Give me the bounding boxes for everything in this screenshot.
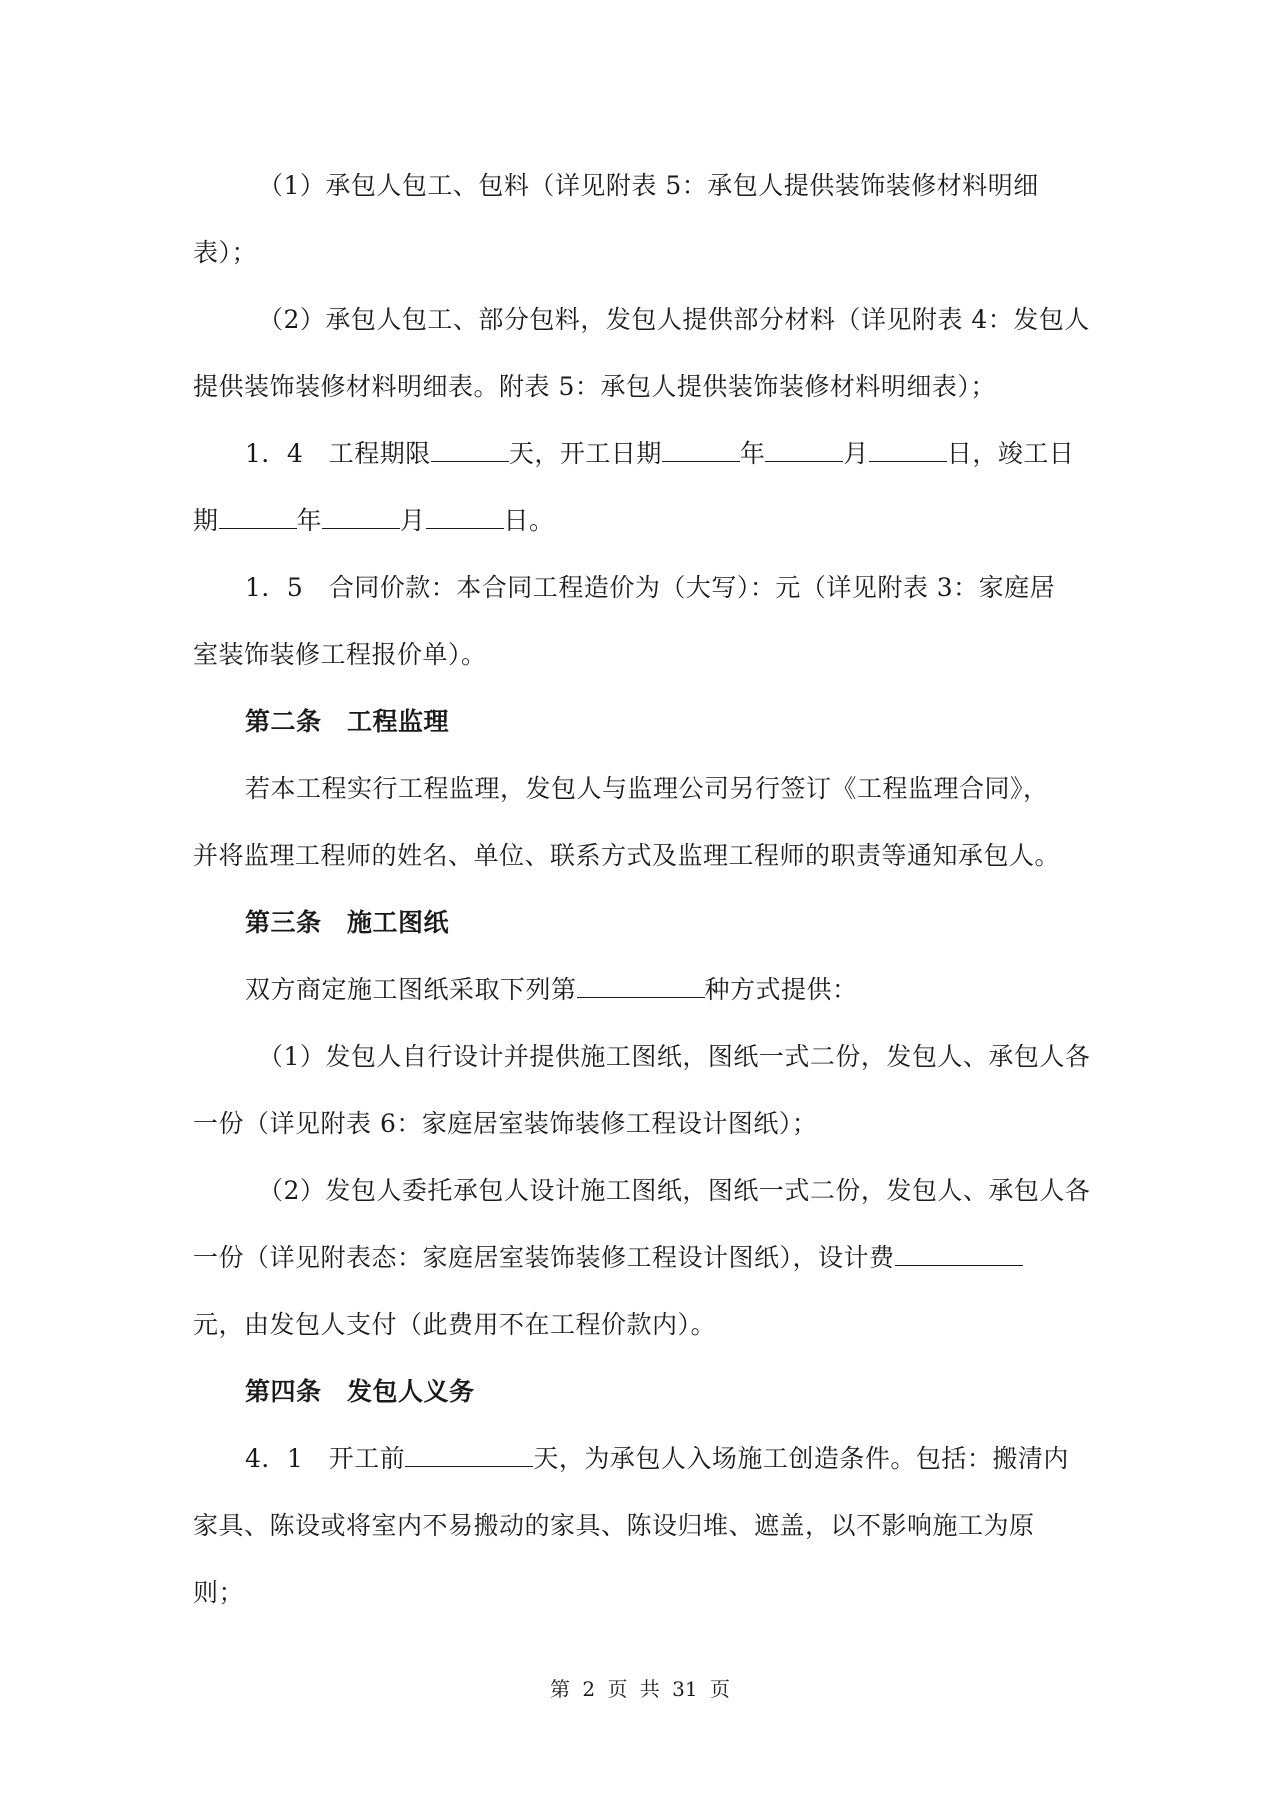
day-text: 天，开工日期 xyxy=(508,439,662,468)
paragraph-line: 并将监理工程师的姓名、单位、联系方式及监理工程师的职责等通知承包人。 xyxy=(193,841,1061,870)
day-end-text: 日。 xyxy=(503,506,555,535)
paragraph-line: （1）承包人包工、包料（详见附表 5：承包人提供装饰装修材料明细 xyxy=(258,171,1039,200)
blank-field xyxy=(426,504,504,529)
clause-4-1-line xyxy=(245,1441,1069,1477)
month-text: 月 xyxy=(843,439,869,468)
blank-field xyxy=(662,437,740,462)
drawings-intro-suffix: 种方式提供： xyxy=(704,975,858,1004)
blank-field xyxy=(895,1241,1023,1266)
section-3-title: 第三条 施工图纸 xyxy=(245,908,450,937)
paragraph-line: 则； xyxy=(193,1578,245,1607)
drawings-intro-line xyxy=(245,972,858,1008)
paragraph-line: 若本工程实行工程监理，发包人与监理公司另行签订《工程监理合同》， xyxy=(245,774,1049,803)
design-fee-prefix: 一份（详见附表态：家庭居室装饰装修工程设计图纸），设计费 xyxy=(193,1243,895,1272)
drawings-intro-prefix: 双方商定施工图纸采取下列第 xyxy=(245,975,577,1004)
paragraph-line: 1．5 合同价款：本合同工程造价为（大写）：元（详见附表 3：家庭居 xyxy=(245,573,1056,602)
paragraph-line: （1）发包人自行设计并提供施工图纸，图纸一式二份，发包人、承包人各 xyxy=(258,1042,1091,1071)
page-footer: 第 2 页 共 31 页 xyxy=(550,1677,730,1701)
clause-1-4-line-2 xyxy=(193,503,555,539)
clause-1-4-line xyxy=(245,436,1074,472)
section-4-title: 第四条 发包人义务 xyxy=(245,1377,475,1406)
blank-field xyxy=(869,437,947,462)
paragraph-line: 一份（详见附表 6：家庭居室装饰装修工程设计图纸）； xyxy=(193,1109,818,1138)
blank-field xyxy=(577,973,705,998)
year-text: 年 xyxy=(739,439,766,468)
paragraph-line: （2）承包人包工、部分包料，发包人提供部分材料（详见附表 4：发包人 xyxy=(258,305,1090,334)
blank-field xyxy=(405,1442,533,1467)
day-end-text: 日，竣工日 xyxy=(946,439,1075,468)
section-2-title: 第二条 工程监理 xyxy=(245,707,450,736)
paragraph-line: 元，由发包人支付（此费用不在工程价款内）。 xyxy=(193,1310,717,1339)
paragraph-line: 表）； xyxy=(193,238,258,267)
paragraph-line: 家具、陈设或将室内不易搬动的家具、陈设归堆、遮盖，以不影响施工为原 xyxy=(193,1511,1035,1540)
blank-field xyxy=(765,437,843,462)
blank-field xyxy=(322,504,400,529)
paragraph-line: 提供装饰装修材料明细表。附表 5：承包人提供装饰装修材料明细表）； xyxy=(193,372,996,401)
blank-field xyxy=(219,504,297,529)
paragraph-line: （2）发包人委托承包人设计施工图纸，图纸一式二份，发包人、承包人各 xyxy=(258,1176,1091,1205)
year-text: 年 xyxy=(296,506,323,535)
paragraph-line: 室装饰装修工程报价单）。 xyxy=(193,640,487,669)
month-text: 月 xyxy=(400,506,426,535)
clause-1-4-prefix: 1．4 工程期限 xyxy=(245,439,431,468)
design-fee-line xyxy=(193,1240,1023,1276)
period-text: 期 xyxy=(193,506,219,535)
clause-4-1-suffix: 天，为承包人入场施工创造条件。包括：搬清内 xyxy=(533,1444,1069,1473)
clause-4-1-prefix: 4．1 开工前 xyxy=(245,1444,406,1473)
blank-field xyxy=(431,437,509,462)
